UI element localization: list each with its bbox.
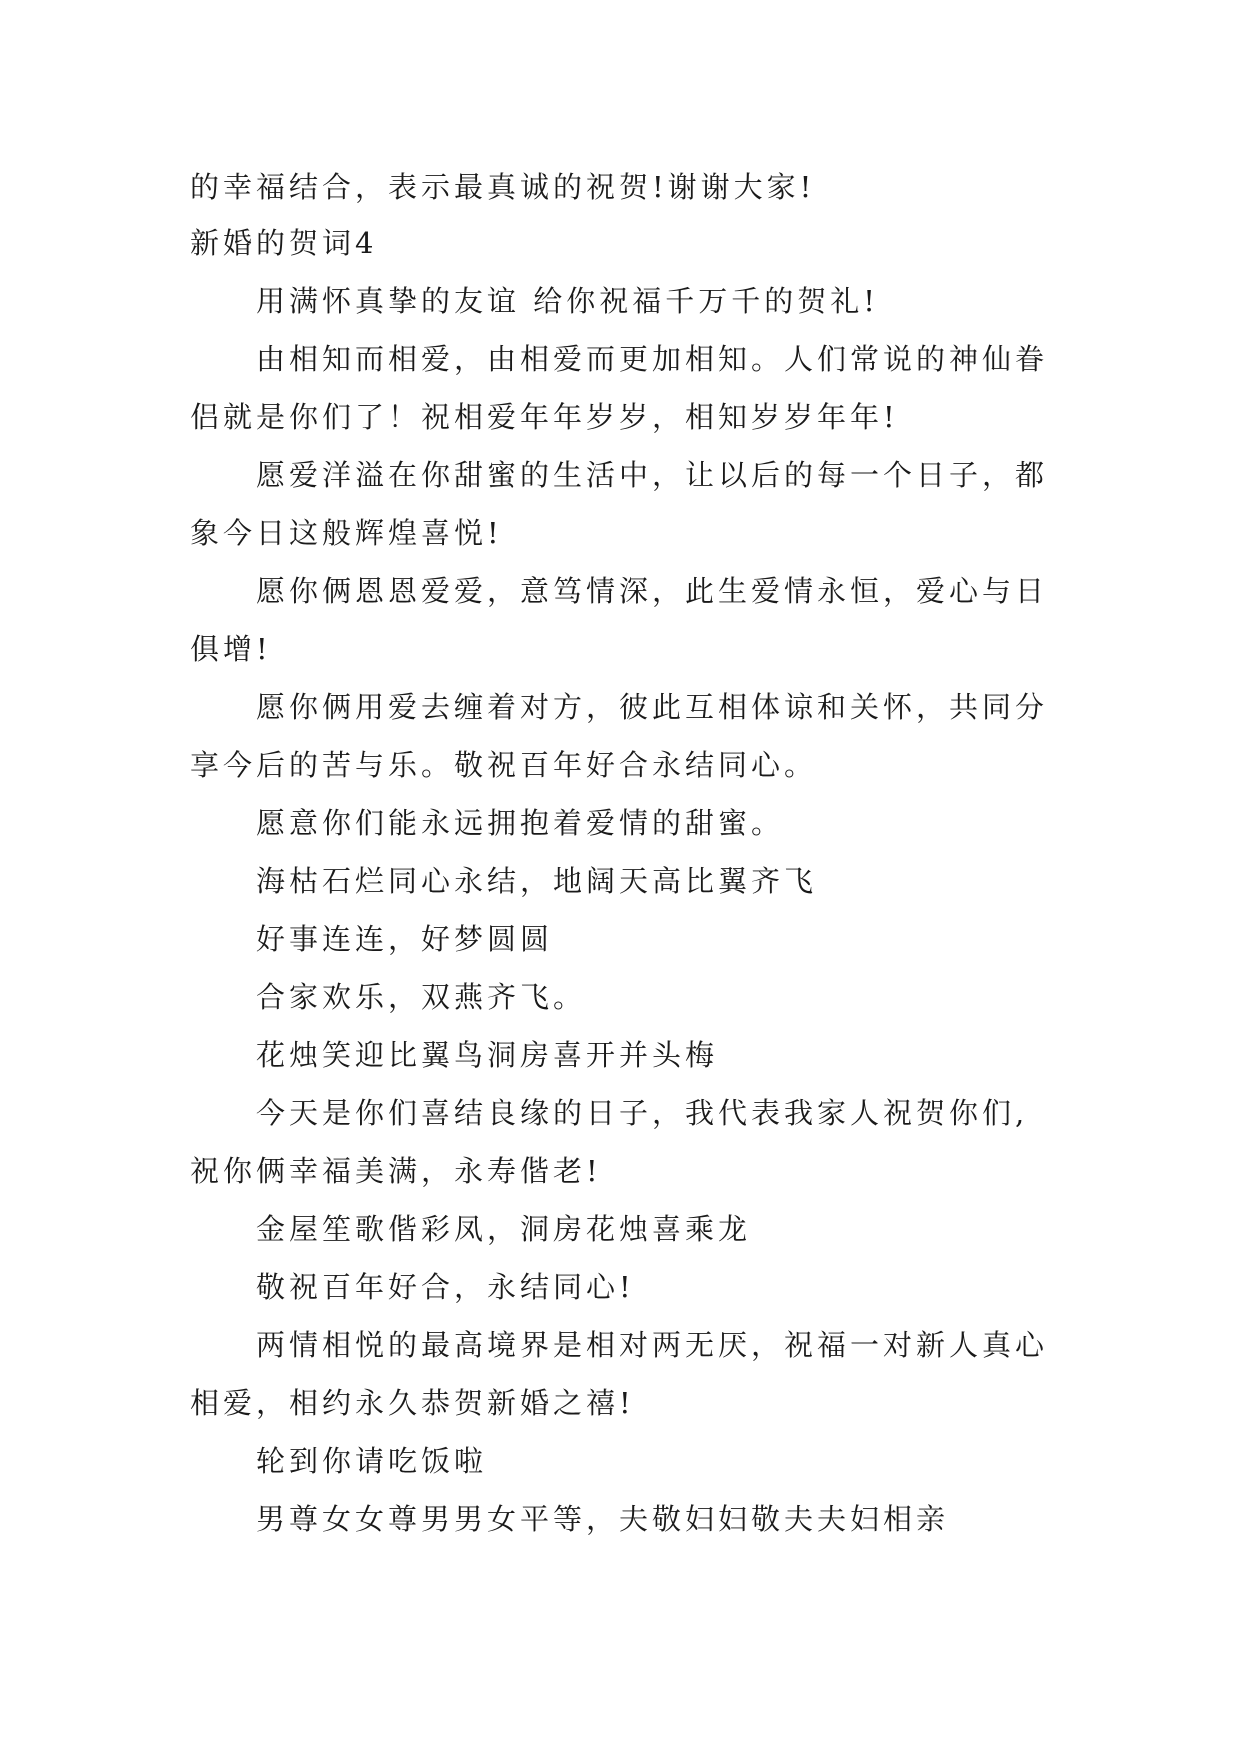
paragraph-line: 用满怀真挚的友谊 给你祝福千万千的贺礼! [256, 284, 879, 318]
paragraph-line: 愿意你们能永远拥抱着爱情的甜蜜。 [256, 806, 785, 840]
paragraph-line: 敬祝百年好合，永结同心! [256, 1270, 635, 1304]
paragraph-line: 相爱，相约永久恭贺新婚之禧! [190, 1386, 635, 1420]
paragraph-line: 愿你俩恩恩爱爱，意笃情深，此生爱情永恒，爱心与日 [256, 574, 1049, 608]
paragraph-line: 由相知而相爱，由相爱而更加相知。人们常说的神仙眷 [256, 342, 1049, 376]
section-heading: 新婚的贺词4 [190, 226, 378, 260]
paragraph-line: 象今日这般辉煌喜悦! [190, 516, 503, 550]
paragraph-line: 好事连连，好梦圆圆 [256, 922, 554, 956]
paragraph-line: 愿你俩用爱去缠着对方，彼此互相体谅和关怀，共同分 [256, 690, 1049, 724]
paragraph-line: 花烛笑迎比翼鸟洞房喜开并头梅 [256, 1038, 719, 1072]
paragraph-line: 合家欢乐，双燕齐飞。 [256, 980, 587, 1014]
paragraph-line: 男尊女女尊男男女平等，夫敬妇妇敬夫夫妇相亲 [256, 1502, 950, 1536]
paragraph-line: 今天是你们喜结良缘的日子，我代表我家人祝贺你们, [256, 1096, 1029, 1130]
text-line: 的幸福结合，表示最真诚的祝贺!谢谢大家! [190, 170, 816, 204]
paragraph-line: 海枯石烂同心永结，地阔天高比翼齐飞 [256, 864, 818, 898]
paragraph-line: 金屋笙歌偕彩凤，洞房花烛喜乘龙 [256, 1212, 752, 1246]
paragraph-line: 侣就是你们了！祝相爱年年岁岁，相知岁岁年年! [190, 400, 899, 434]
paragraph-line: 两情相悦的最高境界是相对两无厌，祝福一对新人真心 [256, 1328, 1049, 1362]
paragraph-line: 俱增! [190, 632, 272, 666]
paragraph-line: 轮到你请吃饭啦 [256, 1444, 488, 1478]
paragraph-line: 愿爱洋溢在你甜蜜的生活中，让以后的每一个日子，都 [256, 458, 1049, 492]
paragraph-line: 祝你俩幸福美满，永寿偕老! [190, 1154, 602, 1188]
paragraph-line: 享今后的苦与乐。敬祝百年好合永结同心。 [190, 748, 818, 782]
